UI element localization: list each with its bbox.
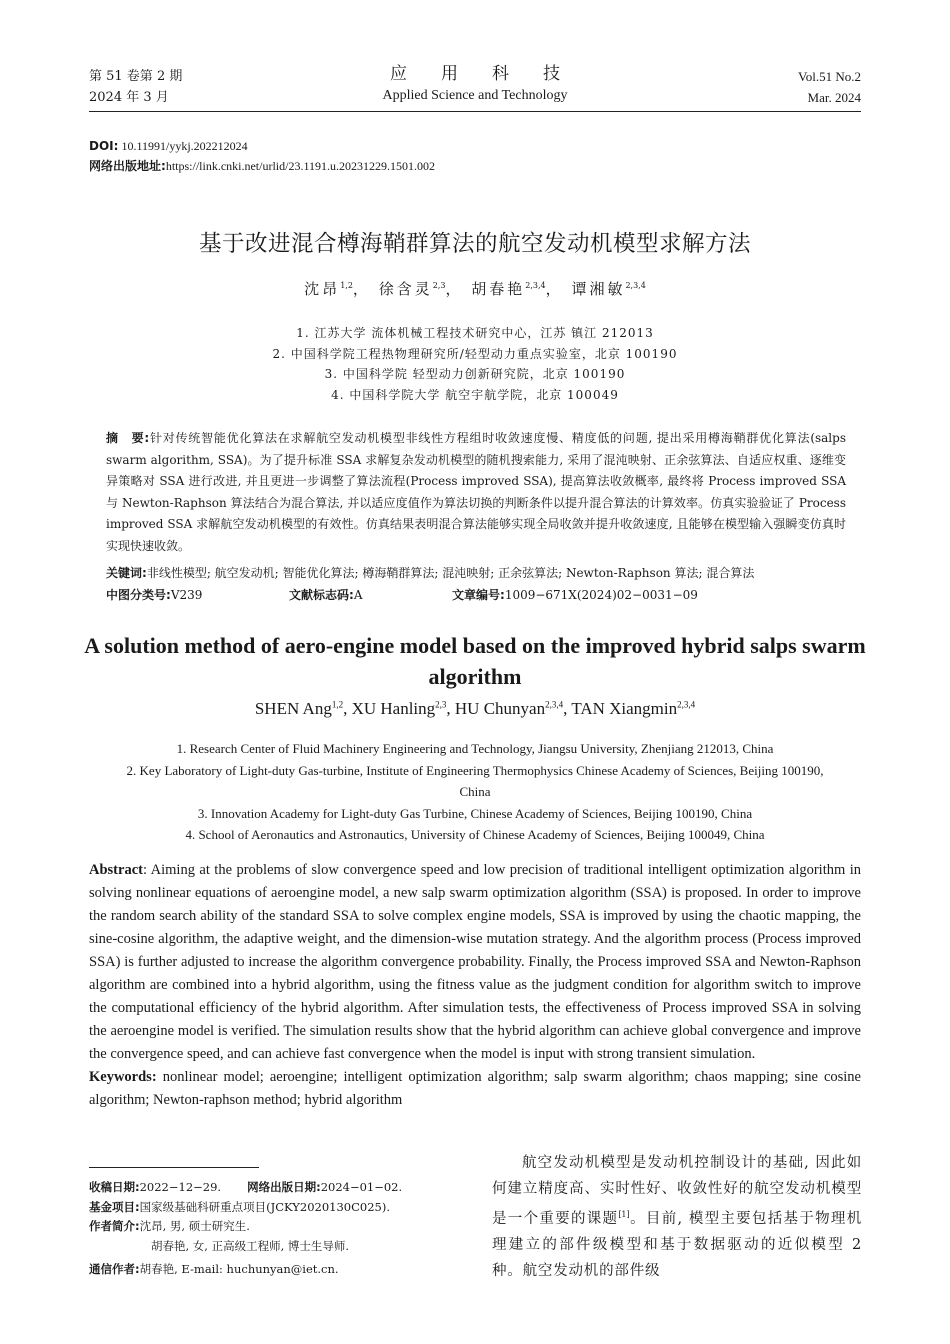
keywords-cn: [106, 563, 846, 584]
document-code: 文献标志码: A: [289, 588, 363, 602]
doi-value[interactable]: 10.11991/yykj.202212024: [118, 139, 248, 153]
footnote-rule: [89, 1167, 259, 1168]
keywords-en-label: Keywords:: [89, 1069, 157, 1085]
date-cn: 2024 年 3 月: [89, 90, 169, 105]
citation-ref[interactable]: [1]: [618, 1210, 630, 1219]
author-cn: 谭湘敏$^{2,3,4}$: [571, 280, 646, 298]
affiliations-cn: [0, 323, 950, 405]
doi-block: [89, 136, 435, 176]
abstract-cn-label: 摘 要:: [106, 431, 150, 445]
date-en: Mar. 2024: [807, 90, 861, 105]
online-address-line: [89, 156, 435, 176]
affiliation-en: 4. School of Aeronautics and Astronautics, University of Chinese Academy of Sciences, Beijing 100049, China: [185, 827, 765, 842]
clc-number: 中图分类号: V239: [106, 588, 203, 602]
affiliation-cn: 1. 江苏大学 流体机械工程技术研究中心，江苏 镇江 212013: [296, 326, 654, 340]
author-cn: 徐含灵$^{2,3}$，: [378, 280, 464, 298]
affiliations-en: [60, 738, 890, 846]
doi-line: [89, 136, 435, 156]
keywords-en: [89, 1066, 861, 1112]
affiliation-cn: 3. 中国科学院 轻型动力创新研究院，北京 100190: [324, 367, 626, 381]
title-en: A solution method of aero-engine model based on the improved hybrid salps swarm algorithm: [84, 633, 866, 689]
abstract-en-label: Abstract: [89, 862, 143, 878]
header-right: [798, 66, 861, 108]
affiliation-cn: 2. 中国科学院工程热物理研究所/轻型动力重点实验室，北京 100190: [272, 346, 678, 361]
affiliation-cn: 4. 中国科学院大学 航空宇航学院，北京 100049: [331, 387, 619, 402]
abstract-en-paragraph: [89, 859, 861, 1066]
authors-en: [0, 699, 950, 719]
header-left: [89, 66, 182, 108]
fund-project: 基金项目:国家级基础科研重点项目(JCKY2020130C025).: [89, 1199, 390, 1214]
footnotes: [89, 1178, 489, 1280]
keywords-cn-text: 非线性模型; 航空发动机; 智能优化算法; 樽海鞘群算法; 混沌映射; 正余弦算法; Newton-Raphson 算法; 混合算法: [146, 566, 755, 580]
journal-name-en: Applied Science and Technology: [382, 88, 568, 103]
author-bio-line2: 胡春艳, 女, 正高级工程师, 博士生导师.: [151, 1238, 350, 1253]
author-bio: 作者简介:沈昂, 男, 硕士研究生.: [89, 1219, 250, 1233]
author-cn: 胡春艳$^{2,3,4}$，: [471, 280, 564, 298]
abstract-en: [89, 859, 861, 1112]
author-en: TAN Xiangmin$^{2,3,4}$: [571, 699, 696, 718]
affiliation-en: 2. Key Laboratory of Light-duty Gas-turbine, Institute of Engineering Thermophysics Chinese Academy of Sciences, Beijing 100190, China: [126, 762, 824, 799]
author-en: HU Chunyan$^{2,3,4}$,: [454, 699, 572, 718]
abstract-en-text: : Aiming at the problems of slow convergence speed and low precision of traditional intelligent optimization algorithm in solving nonlinear equations of aeroengine model, a new salp swarm optimization algorithm (SSA) is proposed. In order to improve the random search ability of the standard SSA to solve complex engine models, SSA is improved by using the chaotic mapping, the sine-cosine algorithm, the adaptive weight, and the dimension-wise mutation strategy. And the algorithm process (Process improved SSA) is further adjusted to increase the algorithm convergence probability. Finally, the Process improved SSA and Newton-Raphson algorithm are combined into a hybrid algorithm, using the fitness value as the judgment condition for algorithm switch to improve the computational efficiency of the hybrid algorithm. After simulation tests, the effectiveness of Process improved SSA in solving the aeroengine model is verified. The simulation results show that the hybrid algorithm can achieve global convergence and improve the convergence speed, and can achieve fast convergence when the model is input with strong transient simulation.: [89, 862, 861, 1062]
doi-label: DOI:: [89, 139, 119, 153]
affiliation-en: 3. Innovation Academy for Light-duty Gas Turbine, Chinese Academy of Sciences, Beijing 100190, China: [197, 805, 753, 821]
body-paragraph: 航空发动机模型是发动机控制设计的基础, 因此如何建立精度高、实时性好、收敛性好的航空发动机模型是一个重要的课题[1]。目前, 模型主要包括基于物理机理建立的部件级模型和基于数据驱动的近似模型 2 种。航空发动机的部件级: [492, 1155, 862, 1279]
affiliation-en: 1. Research Center of Fluid Machinery Engineering and Technology, Jiangsu University, Zhenjiang 212013, China: [176, 741, 774, 756]
article-number: 文章编号: 1009−671X(2024)02−0031−09: [452, 588, 698, 602]
abstract-cn-text: 针对传统智能优化算法在求解航空发动机模型非线性方程组时收敛速度慢、精度低的问题, 提出采用樽海鞘群优化算法(salps swarm algorithm, SSA)。为了提升标准 SSA 求解复杂发动机模型的随机搜索能力, 采用了混沌映射、正余弦算法、自适应权重、逐维变异策略对 SSA 进行改进, 并且更进一步调整了算法流程(Process improved SSA), 提高算法收敛概率, 最终将 Process improved SSA 与 Newton-Raphson 算法结合为混合算法, 并以适应度值作为算法切换的判断条件以提升混合算法的计算效率。仿真实验验证了 Process improved SSA 求解航空发动机模型的有效性。仿真结果表明混合算法能够实现全局收敛并提升收敛速度, 且能够在模型输入强瞬变仿真时实现快速收敛。: [106, 431, 846, 553]
corresponding-author: 通信作者:胡春艳, E-mail: huchunyan@iet.cn.: [89, 1262, 339, 1276]
title-cn: 基于改进混合樽海鞘群算法的航空发动机模型求解方法: [198, 231, 751, 257]
authors-cn: [0, 278, 950, 299]
abstract-cn: [106, 428, 846, 557]
author-cn: 沈昂$^{1,2}$，: [304, 280, 371, 298]
header-center: [340, 62, 610, 106]
author-en: XU Hanling$^{2,3}$,: [351, 699, 455, 718]
author-en: SHEN Ang$^{1,2}$,: [254, 699, 352, 718]
received-date: 收稿日期:2022−12−29. 网络出版日期:2024−01−02.: [89, 1180, 403, 1194]
keywords-en-text: nonlinear model; aeroengine; intelligent optimization algorithm; salp swarm algorithm; chaos mapping; sine cosine algorithm; Newton-raphson method; hybrid algorithm: [89, 1069, 861, 1108]
volume-cn: 第 51 卷第 2 期: [89, 69, 183, 84]
online-address-link[interactable]: https://link.cnki.net/urlid/23.1191.u.20231229.1501.002: [165, 159, 436, 173]
volume-en: Vol.51 No.2: [798, 69, 861, 84]
online-address-label: 网络出版地址:: [89, 159, 166, 173]
header-rule: [89, 111, 861, 112]
journal-name-cn: 应用科技: [390, 64, 594, 84]
keywords-cn-label: 关键词:: [106, 566, 147, 580]
